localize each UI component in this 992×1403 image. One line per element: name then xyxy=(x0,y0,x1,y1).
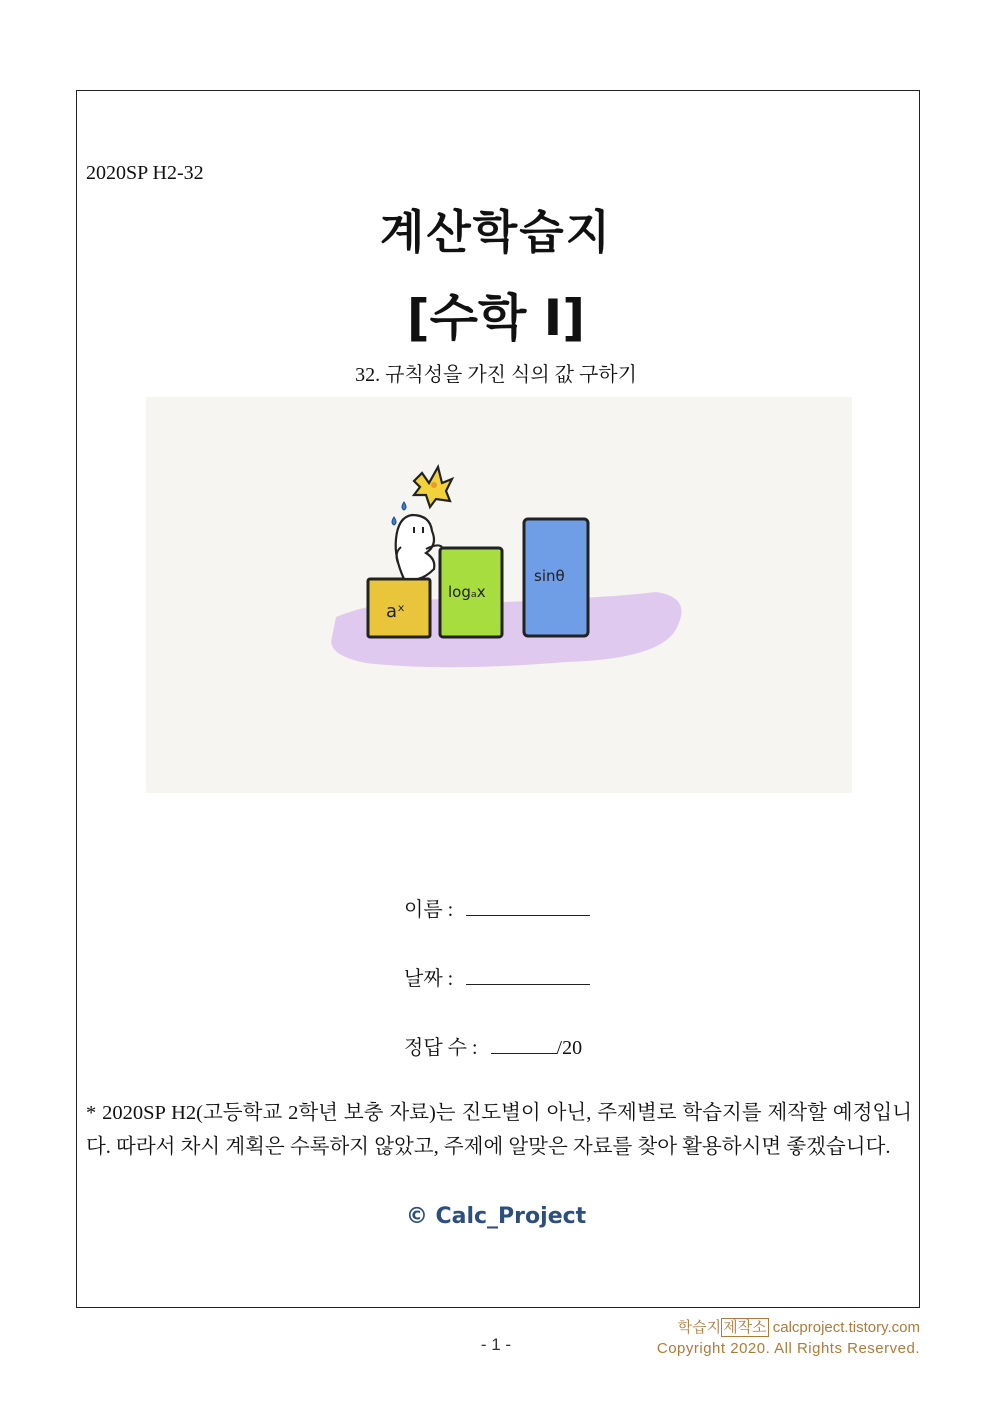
page-number: - 1 - xyxy=(480,1335,512,1354)
footer-brand-boxed: 제작소 xyxy=(723,1319,767,1336)
worksheet-code: 2020SP H2-32 xyxy=(86,162,204,184)
block-blue-label: sinθ xyxy=(534,567,565,585)
topic-subtitle: 32. 규칙성을 가진 식의 값 구하기 xyxy=(355,364,637,386)
illustration-svg xyxy=(146,397,852,793)
notice-text: * 2020SP H2(고등학교 2학년 보충 자료)는 진도별이 아닌, 주제별로 학습지를 제작할 예정입니다. 따라서 차시 계획은 수록하지 않았고, 주제에 알맞은 자료를 찾아 활용하시면 좋겠습니다. xyxy=(86,1102,912,1158)
footer-site-link[interactable]: calcproject.tistory.com xyxy=(772,1319,920,1336)
date-blank[interactable] xyxy=(466,966,590,985)
footer-brand-prefix: 학습지 xyxy=(677,1319,722,1336)
page-title: 계산학습지 xyxy=(379,205,613,259)
date-label: 날짜 : xyxy=(404,968,454,990)
score-total: /20 xyxy=(556,1037,583,1059)
score-label: 정답 수 : xyxy=(404,1037,478,1059)
subject-title: [수학 Ⅰ] xyxy=(406,289,586,347)
sweat-drop-1 xyxy=(392,517,396,525)
sweat-drop-2 xyxy=(402,502,406,510)
name-field xyxy=(404,893,590,922)
footer-rights: Copyright 2020. All Rights Reserved. xyxy=(656,1340,920,1357)
block-green-label: logₐx xyxy=(448,583,486,601)
name-blank[interactable] xyxy=(466,897,590,916)
copyright-mark: © Calc_Project xyxy=(405,1204,587,1229)
score-field xyxy=(404,1031,582,1060)
date-field xyxy=(404,962,590,991)
footer-brand xyxy=(678,1316,920,1337)
score-blank[interactable] xyxy=(491,1035,557,1054)
cover-illustration xyxy=(146,397,852,793)
name-label: 이름 : xyxy=(404,899,454,921)
block-yellow-label: aˣ xyxy=(386,601,406,622)
